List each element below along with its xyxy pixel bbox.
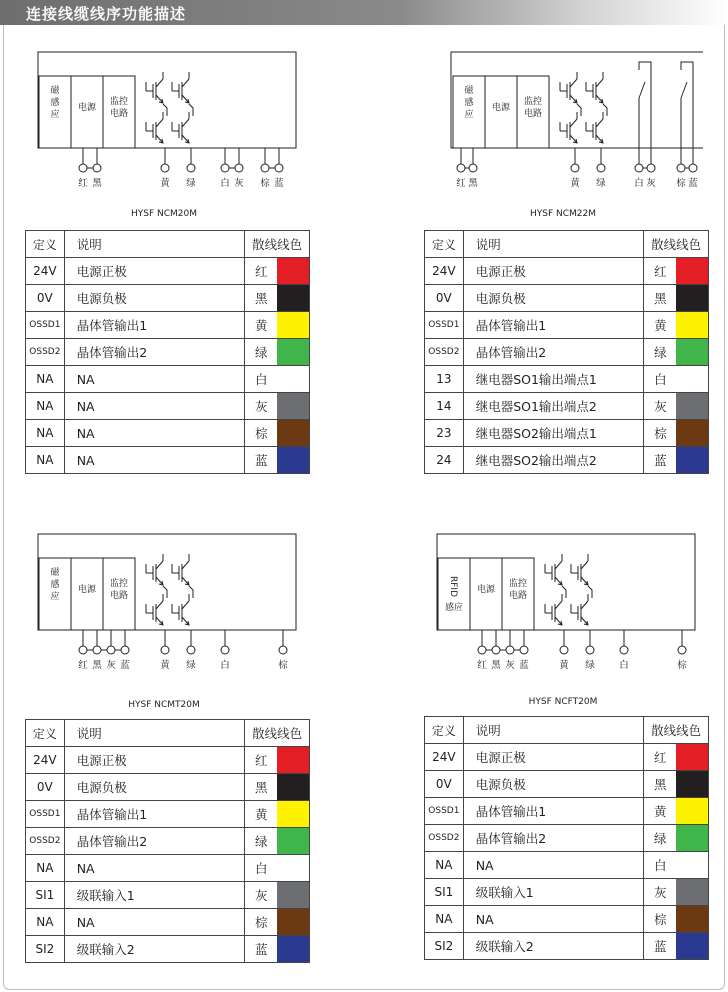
terminal-label: 白 <box>634 178 644 189</box>
table-row <box>26 258 310 285</box>
terminal-label: 灰 <box>646 178 656 189</box>
wire-color-swatch <box>676 339 708 366</box>
pin-id: 24V <box>26 258 65 285</box>
wire-color-swatch <box>676 906 708 933</box>
table-row <box>425 366 709 393</box>
terminal-label: 绿 <box>186 178 196 189</box>
table-row <box>26 285 310 312</box>
pin-id: 24V <box>425 744 464 771</box>
pin-id: OSSD2 <box>26 339 65 366</box>
wire-color-name: 黄 <box>245 801 278 828</box>
pin-id: NA <box>425 852 464 879</box>
pin-description: 继电器SO1输出端点1 <box>463 366 644 393</box>
pin-description: NA <box>463 906 644 933</box>
header-desc: 说明 <box>64 231 245 258</box>
wire-color-name: 白 <box>245 366 278 393</box>
terminal-node <box>121 646 129 654</box>
table-row <box>26 774 310 801</box>
table-row <box>26 393 310 420</box>
block-label: 电源 <box>491 103 511 113</box>
block-label: 电源 <box>476 585 496 595</box>
terminal-node <box>469 164 477 172</box>
pin-id: SI2 <box>425 933 464 960</box>
table-header-row <box>26 231 310 258</box>
pin-id: 24V <box>26 747 65 774</box>
wire-color-name: 绿 <box>245 339 278 366</box>
pin-description: 级联输入2 <box>64 936 245 963</box>
pin-id: SI1 <box>26 882 65 909</box>
terminal-node <box>161 164 169 172</box>
table-row <box>425 852 709 879</box>
header-id: 定义 <box>26 231 65 258</box>
terminal-node <box>677 164 685 172</box>
wire-color-swatch <box>676 312 708 339</box>
pin-description: 电源正极 <box>463 744 644 771</box>
table-row <box>425 744 709 771</box>
table-row <box>26 312 310 339</box>
wire-color-swatch <box>676 393 708 420</box>
wire-color-name: 蓝 <box>245 936 278 963</box>
transistor-symbol <box>172 112 189 143</box>
terminal-label: 黑 <box>491 660 501 671</box>
terminal-node <box>161 646 169 654</box>
terminal-label: 黑 <box>92 178 102 189</box>
wire-color-name: 灰 <box>644 393 677 420</box>
wire-color-swatch <box>277 420 309 447</box>
table-header-row <box>425 231 709 258</box>
terminal-label: 白 <box>220 660 230 671</box>
wire-color-swatch <box>277 366 309 393</box>
relay-contact-symbol <box>639 62 651 168</box>
wire-color-name: 蓝 <box>245 447 278 474</box>
header-id: 定义 <box>425 717 464 744</box>
transistor-symbol <box>571 594 588 625</box>
wire-color-swatch <box>277 936 309 963</box>
wire-color-name: 白 <box>245 855 278 882</box>
terminal-node <box>478 646 486 654</box>
terminal-node <box>187 164 195 172</box>
block-label: 应 <box>50 592 60 602</box>
pin-description: 晶体管输出2 <box>64 828 245 855</box>
wire-color-swatch <box>277 882 309 909</box>
wire-color-swatch <box>277 393 309 420</box>
pin-description: 电源负极 <box>64 285 245 312</box>
pin-description: 级联输入2 <box>463 933 644 960</box>
terminal-node <box>620 646 628 654</box>
wire-color-swatch <box>676 447 708 474</box>
block-label: 电路 <box>523 109 543 119</box>
terminal-node <box>571 164 579 172</box>
pin-description: 晶体管输出1 <box>463 798 644 825</box>
model-caption: HYSF NCMT20M <box>128 700 200 710</box>
block-label: 电源 <box>77 103 97 113</box>
terminal-label: 红 <box>78 178 88 189</box>
wire-color-name: 红 <box>644 744 677 771</box>
terminal-node <box>107 646 115 654</box>
pin-description: NA <box>64 366 245 393</box>
wire-table-ncft20m <box>424 716 709 960</box>
wire-color-swatch <box>676 825 708 852</box>
block-label: 感 <box>50 98 60 108</box>
terminal-node <box>560 646 568 654</box>
transistor-symbol <box>545 594 562 625</box>
pin-description: 级联输入1 <box>463 879 644 906</box>
wire-color-swatch <box>676 771 708 798</box>
pin-id: OSSD1 <box>26 801 65 828</box>
terminal-label: 绿 <box>585 660 595 671</box>
table-row <box>26 882 310 909</box>
terminal-node <box>79 646 87 654</box>
table-row <box>425 879 709 906</box>
wire-color-name: 绿 <box>245 828 278 855</box>
header-desc: 说明 <box>463 717 644 744</box>
pin-id: 23 <box>425 420 464 447</box>
table-header-row <box>425 717 709 744</box>
pin-id: 13 <box>425 366 464 393</box>
block-label: 应 <box>464 110 474 120</box>
pin-description: 继电器SO2输出端点1 <box>463 420 644 447</box>
terminal-label: 黄 <box>559 660 569 671</box>
wire-color-swatch <box>277 801 309 828</box>
pin-id: OSSD1 <box>425 798 464 825</box>
terminal-label: 绿 <box>596 178 606 189</box>
terminal-label: 红 <box>477 660 487 671</box>
header-color: 散线线色 <box>245 720 310 747</box>
device-housing <box>38 534 296 630</box>
transistor-symbol <box>586 112 603 143</box>
table-row <box>26 420 310 447</box>
transistor-symbol <box>172 72 189 103</box>
terminal-node <box>520 646 528 654</box>
table-row <box>26 366 310 393</box>
transistor-symbol <box>560 112 577 143</box>
wire-table-ncmt20m <box>25 719 310 963</box>
wire-color-name: 灰 <box>245 882 278 909</box>
terminal-label: 灰 <box>505 660 515 671</box>
pin-id: NA <box>26 909 65 936</box>
wire-color-name: 蓝 <box>644 447 677 474</box>
terminal-node <box>457 164 465 172</box>
wire-color-name: 棕 <box>245 909 278 936</box>
wiring-diagram-ncmt20m <box>24 530 304 685</box>
terminal-label: 蓝 <box>120 660 130 671</box>
wire-color-swatch <box>676 366 708 393</box>
pin-id: NA <box>26 855 65 882</box>
terminal-node <box>635 164 643 172</box>
wire-color-name: 黄 <box>644 312 677 339</box>
wire-color-swatch <box>277 339 309 366</box>
table-row <box>425 312 709 339</box>
block-label: 电路 <box>508 591 528 601</box>
block-label: 电路 <box>109 109 129 119</box>
table-row <box>425 447 709 474</box>
pin-id: 14 <box>425 393 464 420</box>
wire-table-ncm20m <box>25 230 310 474</box>
wire-color-name: 黄 <box>245 312 278 339</box>
header-desc: 说明 <box>463 231 644 258</box>
block-label: 磁 <box>464 86 474 96</box>
transistor-symbol <box>146 554 163 585</box>
terminal-label: 黄 <box>160 660 170 671</box>
pin-id: OSSD2 <box>425 339 464 366</box>
header-color: 散线线色 <box>644 717 709 744</box>
pin-id: NA <box>26 447 65 474</box>
transistor-symbol <box>545 554 562 585</box>
pin-description: NA <box>64 855 245 882</box>
pin-id: 24 <box>425 447 464 474</box>
wire-color-name: 黑 <box>245 774 278 801</box>
wire-color-name: 棕 <box>644 420 677 447</box>
pin-description: 晶体管输出1 <box>64 801 245 828</box>
table-row <box>26 747 310 774</box>
table-row <box>425 906 709 933</box>
terminal-node <box>221 164 229 172</box>
terminal-node <box>597 164 605 172</box>
pin-description: NA <box>64 447 245 474</box>
wire-color-name: 黑 <box>644 285 677 312</box>
pin-description: NA <box>64 420 245 447</box>
terminal-label: 黑 <box>468 178 478 189</box>
wire-color-name: 绿 <box>644 339 677 366</box>
wire-color-name: 棕 <box>245 420 278 447</box>
pin-id: OSSD1 <box>425 312 464 339</box>
terminal-label: 白 <box>220 178 230 189</box>
terminal-label: 黄 <box>160 178 170 189</box>
wiring-diagram-ncm20m <box>24 48 304 200</box>
wire-color-name: 白 <box>644 366 677 393</box>
pin-id: SI2 <box>26 936 65 963</box>
wire-color-swatch <box>676 285 708 312</box>
pin-description: 晶体管输出1 <box>64 312 245 339</box>
block-label: 监控 <box>508 579 528 589</box>
table-row <box>26 447 310 474</box>
terminal-node <box>261 164 269 172</box>
terminal-label: 蓝 <box>274 178 284 189</box>
table-row <box>425 933 709 960</box>
pin-description: 电源正极 <box>463 258 644 285</box>
wire-table-ncm22m <box>424 230 709 474</box>
terminal-node <box>235 164 243 172</box>
table-row <box>425 339 709 366</box>
model-caption: HYSF NCM22M <box>529 209 596 219</box>
pin-description: 晶体管输出1 <box>463 312 644 339</box>
table-row <box>425 825 709 852</box>
terminal-node <box>506 646 514 654</box>
wire-color-swatch <box>277 828 309 855</box>
pin-id: 24V <box>425 258 464 285</box>
wire-color-name: 灰 <box>245 393 278 420</box>
table-row <box>26 339 310 366</box>
wire-color-swatch <box>277 774 309 801</box>
wire-color-name: 黑 <box>644 771 677 798</box>
wire-color-name: 红 <box>245 258 278 285</box>
pin-description: 电源负极 <box>463 285 644 312</box>
wire-color-swatch <box>277 909 309 936</box>
pin-id: 0V <box>425 285 464 312</box>
terminal-node <box>586 646 594 654</box>
terminal-label: 红 <box>456 178 466 189</box>
terminal-label: 棕 <box>260 178 270 189</box>
pin-id: NA <box>425 906 464 933</box>
pin-description: 电源正极 <box>64 258 245 285</box>
pin-id: OSSD2 <box>425 825 464 852</box>
terminal-node <box>678 646 686 654</box>
terminal-label: 绿 <box>186 660 196 671</box>
wire-color-swatch <box>676 852 708 879</box>
block-label: 监控 <box>109 97 129 107</box>
transistor-symbol <box>172 554 189 585</box>
terminal-label: 棕 <box>676 178 686 189</box>
wire-color-name: 黑 <box>245 285 278 312</box>
terminal-label: 黑 <box>92 660 102 671</box>
block-label: RFID <box>448 576 458 598</box>
terminal-node <box>689 164 697 172</box>
table-row <box>425 285 709 312</box>
terminal-label: 棕 <box>677 660 687 671</box>
terminal-label: 白 <box>619 660 629 671</box>
pin-description: 继电器SO2输出端点2 <box>463 447 644 474</box>
pin-id: NA <box>26 393 65 420</box>
wire-color-swatch <box>676 744 708 771</box>
model-caption: HYSF NCFT20M <box>528 697 598 707</box>
table-row <box>425 393 709 420</box>
wire-color-name: 黄 <box>644 798 677 825</box>
relay-contact-symbol <box>681 62 693 168</box>
wire-color-swatch <box>676 933 708 960</box>
pin-description: 电源负极 <box>64 774 245 801</box>
pin-description: 继电器SO1输出端点2 <box>463 393 644 420</box>
device-housing <box>451 52 703 148</box>
pin-id: 0V <box>425 771 464 798</box>
pin-id: 0V <box>26 774 65 801</box>
title-bar <box>0 0 728 25</box>
block-label: 监控 <box>523 97 543 107</box>
pin-id: OSSD1 <box>26 312 65 339</box>
pin-description: 级联输入1 <box>64 882 245 909</box>
header-id: 定义 <box>26 720 65 747</box>
terminal-node <box>93 164 101 172</box>
header-color: 散线线色 <box>245 231 310 258</box>
page-title: 连接线缆线序功能描述 <box>26 5 187 23</box>
block-label: 磁 <box>50 568 60 578</box>
wire-color-swatch <box>277 447 309 474</box>
pin-id: NA <box>26 366 65 393</box>
pin-id: 0V <box>26 285 65 312</box>
table-row <box>26 828 310 855</box>
terminal-node <box>221 646 229 654</box>
pin-description: 电源负极 <box>463 771 644 798</box>
terminal-node <box>647 164 655 172</box>
wire-color-swatch <box>277 285 309 312</box>
transistor-symbol <box>586 72 603 103</box>
pin-id: NA <box>26 420 65 447</box>
wire-color-name: 棕 <box>644 906 677 933</box>
terminal-node <box>275 164 283 172</box>
block-label: 监控 <box>109 579 129 589</box>
table-row <box>425 420 709 447</box>
block-label: 应 <box>50 110 60 120</box>
table-row <box>425 258 709 285</box>
transistor-symbol <box>560 72 577 103</box>
header-color: 散线线色 <box>644 231 709 258</box>
device-housing <box>437 534 695 630</box>
terminal-label: 棕 <box>278 660 288 671</box>
terminal-node <box>187 646 195 654</box>
header-desc: 说明 <box>64 720 245 747</box>
table-row <box>26 909 310 936</box>
wire-color-swatch <box>676 420 708 447</box>
transistor-symbol <box>571 554 588 585</box>
wire-color-swatch <box>277 312 309 339</box>
terminal-node <box>93 646 101 654</box>
pin-description: NA <box>463 852 644 879</box>
pin-id: SI1 <box>425 879 464 906</box>
block-label: 电路 <box>109 591 129 601</box>
wire-color-swatch <box>676 879 708 906</box>
terminal-label: 灰 <box>106 660 116 671</box>
block-label: 电源 <box>77 585 97 595</box>
wire-color-swatch <box>676 258 708 285</box>
wire-color-name: 白 <box>644 852 677 879</box>
table-row <box>425 798 709 825</box>
pin-id: OSSD2 <box>26 828 65 855</box>
wire-color-name: 绿 <box>644 825 677 852</box>
wire-color-swatch <box>277 258 309 285</box>
wire-color-swatch <box>676 798 708 825</box>
terminal-label: 蓝 <box>688 178 698 189</box>
block-label: 感 <box>464 98 474 108</box>
terminal-node <box>79 164 87 172</box>
block-label: 磁 <box>50 86 60 96</box>
device-housing <box>38 52 296 148</box>
wire-color-name: 红 <box>245 747 278 774</box>
wiring-diagram-ncm22m <box>423 48 703 200</box>
pin-description: 晶体管输出2 <box>463 339 644 366</box>
pin-description: 晶体管输出2 <box>64 339 245 366</box>
block-label: 感 <box>50 580 60 590</box>
pin-description: NA <box>64 909 245 936</box>
table-row <box>26 801 310 828</box>
pin-description: NA <box>64 393 245 420</box>
wire-color-swatch <box>277 855 309 882</box>
transistor-symbol <box>146 112 163 143</box>
transistor-symbol <box>146 72 163 103</box>
wire-color-swatch <box>277 747 309 774</box>
table-row <box>26 936 310 963</box>
terminal-node <box>492 646 500 654</box>
wire-color-name: 蓝 <box>644 933 677 960</box>
table-row <box>425 771 709 798</box>
table-header-row <box>26 720 310 747</box>
terminal-label: 红 <box>78 660 88 671</box>
terminal-label: 黄 <box>570 178 580 189</box>
terminal-label: 蓝 <box>519 660 529 671</box>
header-id: 定义 <box>425 231 464 258</box>
pin-description: 晶体管输出2 <box>463 825 644 852</box>
transistor-symbol <box>146 594 163 625</box>
wiring-diagram-ncft20m <box>423 530 703 685</box>
pin-description: 电源正极 <box>64 747 245 774</box>
transistor-symbol <box>172 594 189 625</box>
terminal-label: 灰 <box>234 178 244 189</box>
model-caption: HYSF NCM20M <box>130 209 197 219</box>
wire-color-name: 灰 <box>644 879 677 906</box>
table-row <box>26 855 310 882</box>
wire-color-name: 红 <box>644 258 677 285</box>
block-label: 感应 <box>444 603 464 613</box>
terminal-node <box>279 646 287 654</box>
